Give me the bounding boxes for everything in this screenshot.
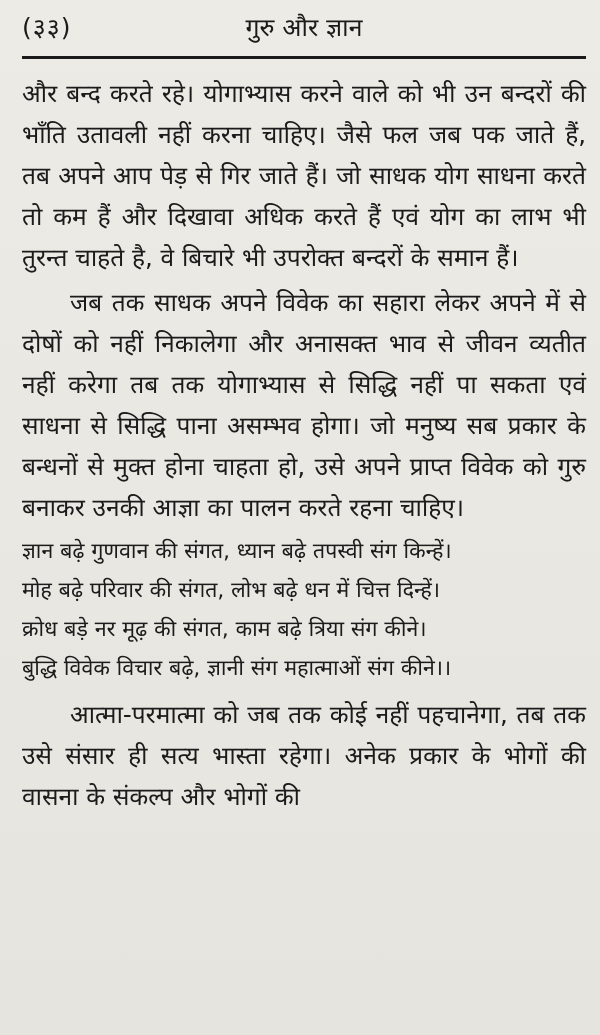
verse-line: मोह बढ़े परिवार की संगत, लोभ बढ़े धन में चित्त दिन्हें।	[22, 578, 440, 603]
verse-block	[22, 532, 586, 688]
verse-line: बुद्धि विवेक विचार बढ़े, ज्ञानी संग महात्माओं संग कीने।।	[22, 656, 452, 681]
paragraph-3: आत्मा-परमात्मा को जब तक कोई नहीं पहचानेगा, तब तक उसे संसार ही सत्य भास्ता रहेगा। अनेक प्रकार के भोगों की वासना के संकल्प और भोगों की	[22, 700, 586, 811]
paragraph-2: जब तक साधक अपने विवेक का सहारा लेकर अपने में से दोषों को नहीं निकालेगा और अनासक्त भाव से जीवन व्यतीत नहीं करेगा तब तक योगाभ्यास से सिद्धि नहीं पा सकता एवं साधना से सिद्धि पाना असम्भव होगा। जो मनुष्य सब प्रकार के बन्धनों से मुक्त होना चाहता हो, उसे अपने प्राप्त विवेक को गुरु बनाकर उनकी आज्ञा का पालन करते रहना चाहिए।	[22, 288, 586, 522]
header-rule	[22, 56, 586, 59]
verse-line: क्रोध बड़े नर मूढ़ की संगत, काम बढ़े त्रिया संग कीने।	[22, 617, 427, 642]
page-header	[22, 0, 586, 54]
running-title: गुरु और ज्ञान	[245, 12, 363, 42]
paragraph-1: और बन्द करते रहे। योगाभ्यास करने वाले को भी उन बन्दरों की भाँति उतावली नहीं करना चाहिए। जैसे फल जब पक जाते हैं, तब अपने आप पेड़ से गिर जाते हैं। जो साधक योग साधना करते तो कम हैं और दिखावा अधिक करते हैं एवं योग का लाभ भी तुरन्त चाहते है, वे बिचारे भी उपरोक्त बन्दरों के समान हैं।	[22, 79, 586, 272]
verse-line: ज्ञान बढ़े गुणवान की संगत, ध्यान बढ़े तपस्वी संग किन्हें।	[22, 539, 452, 564]
page-number: (३३)	[22, 12, 72, 42]
